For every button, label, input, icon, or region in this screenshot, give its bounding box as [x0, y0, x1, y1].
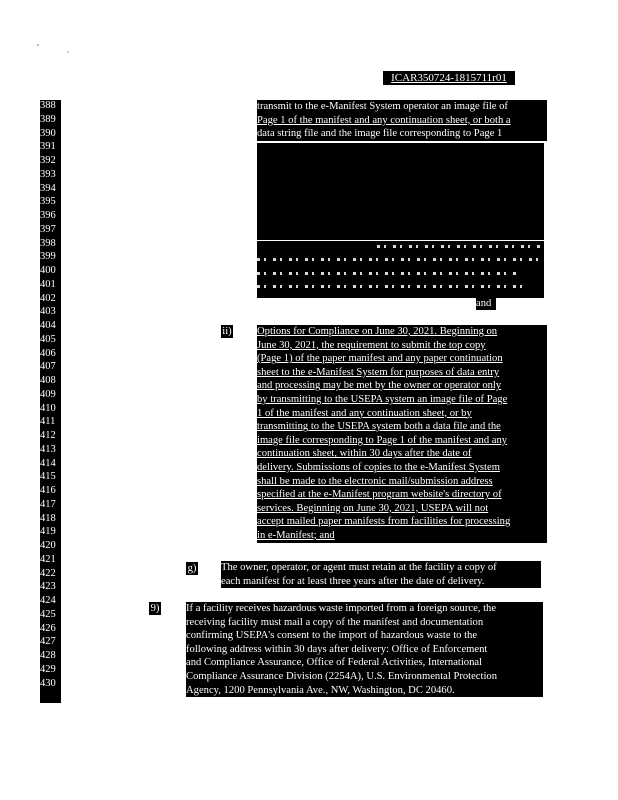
text-line: Options for Compliance on June 30, 2021. Beginning on: [257, 326, 498, 337]
line-number: 430: [40, 677, 56, 689]
line-number: 396: [40, 210, 56, 221]
text-line: each manifest for at least three years after the date of delivery.: [221, 575, 485, 587]
line-number: 388: [40, 100, 56, 111]
item-marker-g: g): [187, 563, 197, 574]
line-number: 429: [40, 663, 56, 675]
text-line: (Page 1) of the paper manifest and any paper continuation: [257, 353, 503, 365]
illegible-scan-region: [257, 241, 544, 298]
paragraph-tail: [476, 297, 496, 310]
line-number: 417: [40, 498, 56, 510]
line-number: 408: [40, 375, 56, 386]
line-number: 392: [40, 155, 56, 166]
text-line: June 30, 2021, the requirement to submit the top copy: [257, 339, 486, 351]
line-number: 402: [40, 292, 56, 304]
text-line: and processing may be met by the owner or operator only: [257, 380, 502, 392]
text-line: specified at the e-Manifest program website's directory of: [257, 489, 502, 501]
line-number: 422: [40, 567, 56, 579]
item-marker-ii: ii): [222, 326, 232, 337]
line-number: 407: [40, 361, 56, 373]
line-number: 415: [40, 471, 56, 483]
line-number: 416: [40, 485, 56, 496]
item-ii-text: [257, 325, 547, 543]
paragraph-continuation: [257, 100, 547, 141]
line-number: 406: [40, 347, 56, 359]
line-number: 414: [40, 457, 56, 469]
text-line: transmit to the e-Manifest System operator an image file of: [257, 101, 508, 112]
text-line: accept mailed paper manifests from facilities for processing: [257, 516, 511, 528]
text-line: receiving facility must mail a copy of the manifest and documentation: [186, 616, 484, 628]
line-number: 401: [40, 278, 56, 290]
text-line: Compliance Assurance Division (2254A), U.S. Environmental Protection: [186, 670, 497, 682]
line-number: 409: [40, 388, 56, 400]
redacted-region: [257, 143, 544, 240]
text-line: data string file and the image file corresponding to Page 1: [257, 128, 503, 140]
text-line: by transmitting to the USEPA system an image file of Page: [257, 393, 508, 405]
line-number: 404: [40, 320, 56, 331]
text-line: 1 of the manifest and any continuation sheet, or by: [257, 407, 472, 419]
line-number: 420: [40, 540, 56, 551]
text-line: in e-Manifest; and: [257, 529, 335, 541]
line-number: 424: [40, 595, 56, 606]
text-line: Agency, 1200 Pennsylvania Ave., NW, Washington, DC 20460.: [186, 684, 455, 696]
text-line: transmitting to the USEPA system both a data file and the: [257, 421, 501, 433]
line-number: 403: [40, 306, 56, 318]
text-line: delivery. Submissions of copies to the e-Manifest System: [257, 461, 500, 473]
line-number: 423: [40, 581, 56, 593]
text-line: shall be made to the electronic mail/submission address: [257, 475, 493, 487]
item-g-text: [221, 561, 541, 588]
text-line: The owner, operator, or agent must retain at the facility a copy of: [221, 562, 497, 573]
scan-speck: [67, 51, 69, 53]
item-9-text: [186, 602, 543, 697]
document-id-header: ICAR350724-1815711r01: [383, 71, 515, 85]
line-number: 413: [40, 443, 56, 455]
text-line: confirming USEPA's consent to the import of hazardous waste to the: [186, 630, 478, 642]
line-number: 391: [40, 141, 56, 153]
scan-speck: [37, 44, 39, 46]
line-number: 411: [40, 416, 56, 428]
text-line: following address within 30 days after delivery: Office of Enforcement: [186, 643, 488, 655]
line-number: 418: [40, 512, 56, 524]
line-number-gutter: [40, 100, 61, 703]
line-number: 397: [40, 223, 56, 235]
text-line: continuation sheet, within 30 days after the date of: [257, 448, 472, 460]
text-line: image file corresponding to Page 1 of the manifest and any: [257, 434, 508, 446]
line-number: 428: [40, 650, 56, 661]
text-line: and Compliance Assurance, Office of Federal Activities, International: [186, 657, 483, 669]
line-number: 398: [40, 237, 56, 249]
line-number: 393: [40, 168, 56, 180]
line-number: 405: [40, 333, 56, 345]
text-line: Page 1 of the manifest and any continuation sheet, or both a: [257, 114, 511, 126]
line-number: 419: [40, 526, 56, 538]
line-number: 425: [40, 608, 56, 620]
line-number: 410: [40, 402, 56, 414]
line-number: 390: [40, 127, 56, 139]
line-number: 394: [40, 182, 56, 194]
text-line: If a facility receives hazardous waste imported from a foreign source, the: [186, 603, 497, 614]
line-number: 421: [40, 553, 56, 565]
line-number: 427: [40, 636, 56, 648]
line-number: 426: [40, 622, 56, 634]
line-number: 400: [40, 265, 56, 276]
text-line: sheet to the e-Manifest System for purposes of data entry: [257, 366, 500, 378]
line-number: 399: [40, 251, 56, 263]
text-line: services. Beginning on June 30, 2021, USEPA will not: [257, 502, 489, 514]
line-number: 395: [40, 196, 56, 208]
line-number: 389: [40, 113, 56, 125]
item-marker-9: 9): [150, 603, 160, 614]
line-number: 412: [40, 430, 56, 441]
text-line: and: [476, 298, 492, 309]
